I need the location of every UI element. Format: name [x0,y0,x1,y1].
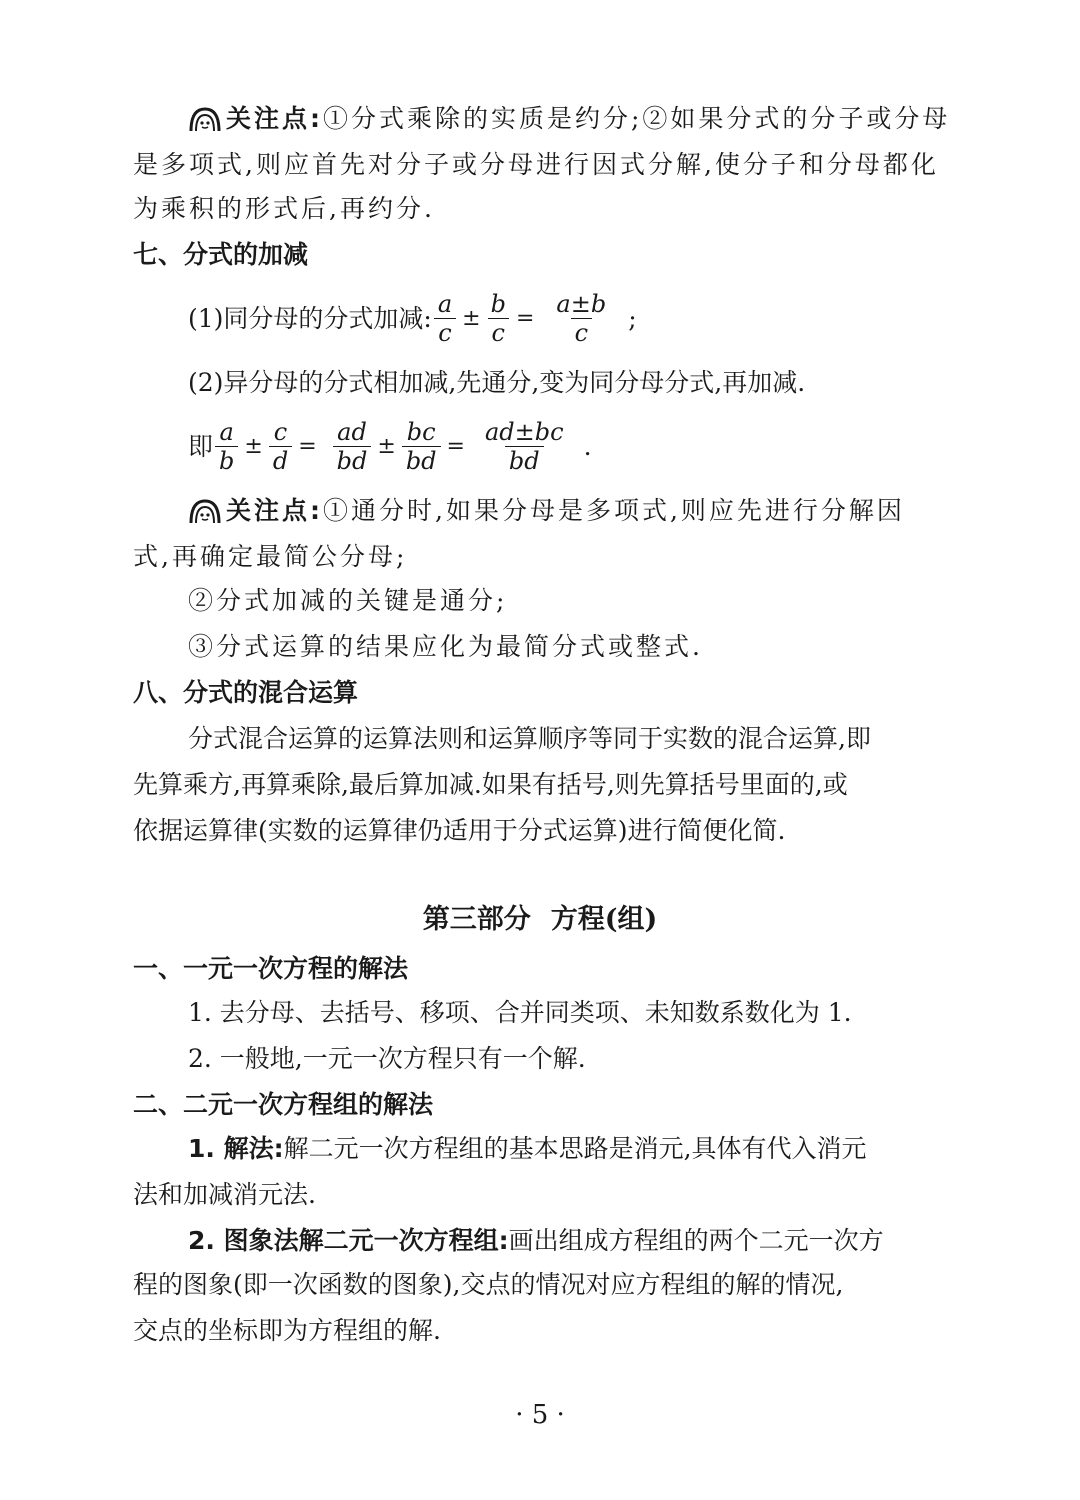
note2-line2: 式,再确定最简公分母; [133,542,408,571]
note1-text1: ①分式乘除的实质是约分;②如果分式的分子或分母 [323,104,951,133]
denominator: b [215,446,238,475]
note2-line3: ②分式加减的关键是通分; [188,586,508,615]
numerator: a±b [556,290,607,318]
fraction-a-over-b [215,418,238,475]
eq2-item2-text: 画出组成方程组的两个二元一次方 [508,1226,884,1255]
operator: ± [377,433,396,459]
operator: ± [462,305,481,331]
note1-line3: 为乘积的形式后,再约分. [133,194,435,223]
operator: ± [244,433,263,459]
sec7-item2: (2)异分母的分式相加减,先通分,变为同分母分式,再加减. [188,368,806,397]
denominator: c [571,318,592,347]
denominator: bd [402,446,441,475]
denominator: bd [505,446,544,475]
note2-label: 关注点: [226,496,323,525]
sec8-heading: 八、分式的混合运算 [133,678,359,707]
operator: = [515,305,535,331]
part-title [0,902,1080,938]
operator: = [446,433,465,459]
attention-icon [188,497,222,525]
note1-line1 [188,102,950,136]
eq2-item1-label: 1. 解法: [188,1134,284,1163]
numerator: ad±bc [484,418,564,446]
numerator: a [219,418,234,446]
note2-line1 [188,494,905,528]
sec7-item1 [188,290,637,347]
eq2-item1-line2: 法和加减消元法. [133,1180,316,1209]
eq2-item1-line1 [188,1132,867,1166]
fraction-ad-over-bd [333,418,372,475]
eq1-heading: 一、一元一次方程的解法 [133,954,409,983]
eq2-item2-line1 [188,1224,884,1258]
eq1-item1: 1. 去分母、去括号、移项、合并同类项、未知数系数化为 1. [188,998,852,1027]
note2-text1: ①通分时,如果分母是多项式,则应先进行分解因 [323,496,905,525]
operator: = [298,433,317,459]
numerator: c [273,418,288,446]
eq1-item2: 2. 一般地,一元一次方程只有一个解. [188,1044,586,1073]
part-number: 第三部分 [422,904,531,935]
fraction-result [552,290,610,347]
eq2-heading: 二、二元一次方程组的解法 [133,1090,434,1119]
eq2-item1-text: 解二元一次方程组的基本思路是消元,具体有代入消元 [283,1134,867,1163]
sec8-line3: 依据运算律(实数的运算律仍适用于分式运算)进行简便化简. [133,816,786,845]
page-number: · 5 · [515,1400,565,1430]
sec7-item3-prefix: 即 [188,431,214,461]
eq2-item2-label: 2. 图象法解二元一次方程组: [188,1226,509,1255]
denominator: d [269,446,292,475]
end-punct: . [583,431,592,461]
note2-line4: ③分式运算的结果应化为最简分式或整式. [188,632,703,661]
numerator: bc [406,418,436,446]
denominator: c [488,318,509,347]
end-punct: ; [628,303,637,333]
note1-label: 关注点: [226,104,323,133]
part-name: 方程(组) [550,904,658,935]
sec7-item1-prefix: (1)同分母的分式加减: [188,303,432,333]
numerator: b [490,290,506,318]
sec7-heading: 七、分式的加减 [133,240,309,269]
fraction-bc-over-bd [402,418,441,475]
eq2-item2-line2: 程的图象(即一次函数的图象),交点的情况对应方程组的解的情况, [133,1270,844,1299]
sec7-item3 [188,418,592,475]
attention-icon [188,105,222,133]
denominator: c [434,318,455,347]
fraction-result [481,418,568,475]
eq2-item2-line3: 交点的坐标即为方程组的解. [133,1316,441,1345]
sec8-line1: 分式混合运算的运算法则和运算顺序等同于实数的混合运算,即 [188,724,871,753]
fraction-a-over-c [434,290,456,347]
note1-line2: 是多项式,则应首先对分子或分母进行因式分解,使分子和分母都化 [133,150,939,179]
denominator: bd [333,446,372,475]
fraction-b-over-c [487,290,510,347]
numerator: ad [337,418,367,446]
fraction-c-over-d [269,418,292,475]
sec8-line2: 先算乘方,再算乘除,最后算加减.如果有括号,则先算括号里面的,或 [133,770,848,799]
numerator: a [437,290,453,318]
